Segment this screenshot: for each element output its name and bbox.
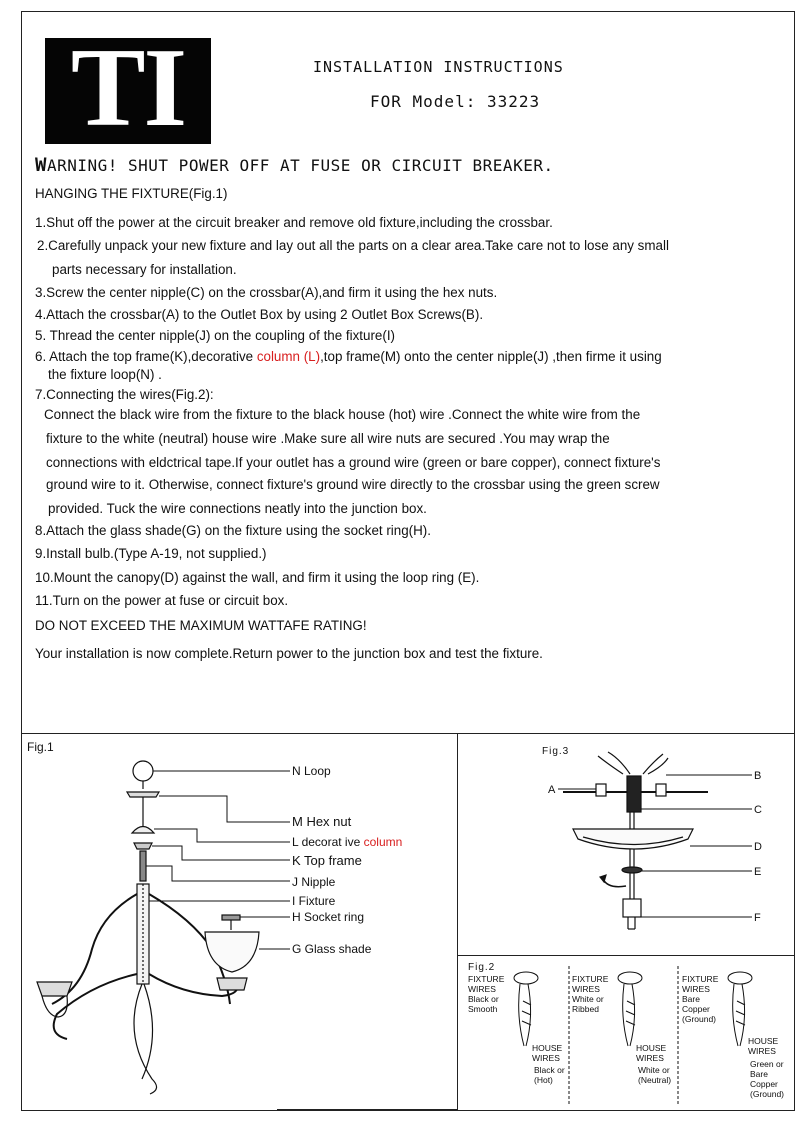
brand-logo: TI xyxy=(45,38,211,144)
warning-heading: WARNING! SHUT POWER OFF AT FUSE OR CIRCUIT BREAKER. xyxy=(35,154,554,176)
label-h-socket-ring: H Socket ring xyxy=(292,910,365,924)
step-7d: ground wire to it. Otherwise, connect fixture's ground wire directly to the crossbar using the green screw xyxy=(46,477,660,492)
decorative-column-part xyxy=(132,827,154,834)
top-frame-part xyxy=(134,843,152,849)
fig2-col3-color2: Copper xyxy=(682,1004,710,1014)
fig3-label-e: E xyxy=(754,866,762,878)
fig1-leader-lines xyxy=(146,771,290,949)
figure-bottom-rule xyxy=(277,1109,457,1110)
step-7a: Connect the black wire from the fixture to the black house (hot) wire .Connect the white wire from the xyxy=(44,407,641,422)
glass-shade-part xyxy=(205,932,259,972)
fig2-col3-house3: Copper xyxy=(750,1079,778,1089)
step-9: 9.Install bulb.(Type A-19, not supplied.) xyxy=(35,546,267,561)
step-7b: fixture to the white (neutral) house wire .Make sure all wire nuts are secured .You may wrap the xyxy=(46,431,610,446)
fig2-col3-wires: WIRES xyxy=(682,984,710,994)
fig2-col1-wires: WIRES xyxy=(468,984,496,994)
label-n-loop: N Loop xyxy=(292,764,331,778)
fig2-col3-house2: Bare xyxy=(750,1069,768,1079)
fig1-title: Fig.1 xyxy=(27,740,54,754)
fig2-col2-house-wires: WIRES xyxy=(636,1053,664,1063)
fig2-col3-house1: Green or xyxy=(750,1059,784,1069)
fig2-col1-fixture: FIXTURE xyxy=(468,974,505,984)
fig3-drawing xyxy=(563,752,708,929)
label-j-nipple: J Nipple xyxy=(292,875,336,889)
fig2-col1-house2: (Hot) xyxy=(534,1075,553,1085)
fig2-col3-house4: (Ground) xyxy=(750,1089,785,1099)
fig2-col2-wires: WIRES xyxy=(572,984,600,994)
hex-nut-part xyxy=(127,792,159,797)
fig2-col1-color1: Black or xyxy=(468,994,499,1004)
fig2-col2-house2: (Neutral) xyxy=(638,1075,672,1085)
label-g-glass-shade: G Glass shade xyxy=(292,942,372,956)
doc-title: INSTALLATION INSTRUCTIONS xyxy=(313,58,564,76)
step-10: 10.Mount the canopy(D) against the wall, and firm it using the loop ring (E). xyxy=(35,570,480,585)
wire-connection-1 xyxy=(514,972,538,1046)
label-i-fixture: I Fixture xyxy=(292,894,336,908)
fig2-col2-color2: Ribbed xyxy=(572,1004,599,1014)
fig3-mounting-diagram xyxy=(458,734,794,954)
fig3-label-b: B xyxy=(754,770,762,782)
step-5: 5. Thread the center nipple(J) on the coupling of the fixture(I) xyxy=(35,328,396,343)
step-8: 8.Attach the glass shade(G) on the fixture using the socket ring(H). xyxy=(35,523,431,538)
step-11: 11.Turn on the power at fuse or circuit box. xyxy=(35,593,289,608)
section-title: HANGING THE FIXTURE(Fig.1) xyxy=(35,186,228,201)
wire-connection-2 xyxy=(618,972,642,1046)
step-6: 6. Attach the top frame(K),decorative column (L),top frame(M) onto the center nipple(J) ,then firme it using xyxy=(35,349,662,364)
step-3: 3.Screw the center nipple(C) on the crossbar(A),and firm it using the hex nuts. xyxy=(35,285,498,300)
fig2-col2-color1: White or xyxy=(572,994,604,1004)
fig2-col3-house-wires: WIRES xyxy=(748,1046,776,1056)
step-4: 4.Attach the crossbar(A) to the Outlet Box by using 2 Outlet Box Screws(B). xyxy=(35,307,484,322)
fig2-title: Fig.2 xyxy=(468,962,496,973)
fig1-chandelier-diagram xyxy=(22,734,456,1108)
fig2-col2-house: HOUSE xyxy=(636,1043,667,1053)
loop-ring-part xyxy=(622,867,642,873)
fig2-col1-color2: Smooth xyxy=(468,1004,498,1014)
step-6-cont: the fixture loop(N) . xyxy=(48,367,162,382)
label-k-top-frame: K Top frame xyxy=(292,853,362,868)
fig2-col3-fixture: FIXTURE xyxy=(682,974,719,984)
column-highlight: column (L) xyxy=(256,349,321,364)
step-7: 7.Connecting the wires(Fig.2): xyxy=(35,387,214,402)
wire-connection-3 xyxy=(728,972,752,1046)
fig2-col1-house1: Black or xyxy=(534,1065,565,1075)
step-7c: connections with eldctrical tape.If your outlet has a ground wire (green or bare copper), connect fixture's xyxy=(46,455,661,470)
fig2-col3-house: HOUSE xyxy=(748,1036,779,1046)
fig3-label-d: D xyxy=(754,841,762,853)
fig3-label-f: F xyxy=(754,912,761,924)
fig2-col3-color1: Bare xyxy=(682,994,700,1004)
step-7e: provided. Tuck the wire connections neatly into the junction box. xyxy=(48,501,427,516)
nipple-part xyxy=(140,851,146,881)
socket-ring-part xyxy=(222,915,240,920)
step-2: 2.Carefully unpack your new fixture and lay out all the parts on a clear area.Take care not to lose any small xyxy=(37,238,669,253)
fig2-wiring-diagram xyxy=(458,956,794,1110)
fig3-label-a: A xyxy=(548,784,556,796)
loop-part xyxy=(133,761,153,781)
completion-note: Your installation is now complete.Return power to the junction box and test the fixture. xyxy=(35,646,543,661)
wattage-caution: DO NOT EXCEED THE MAXIMUM WATTAFE RATING! xyxy=(35,618,367,633)
step-2-cont: parts necessary for installation. xyxy=(52,262,237,277)
fig2-col3-color3: (Ground) xyxy=(682,1014,717,1024)
fig3-title: Fig.3 xyxy=(542,746,570,757)
chandelier-drawing xyxy=(37,761,259,1094)
label-m-hex-nut: M Hex nut xyxy=(292,814,352,829)
fig3-label-c: C xyxy=(754,804,762,816)
fig2-col2-fixture: FIXTURE xyxy=(572,974,609,984)
model-number: FOR Model: 33223 xyxy=(370,92,541,111)
fig2-col2-house1: White or xyxy=(638,1065,670,1075)
label-l-decorative: L decorat ive column xyxy=(292,835,403,849)
step-1: 1.Shut off the power at the circuit breaker and remove old fixture,including the crossbar. xyxy=(35,215,553,230)
fig2-col1-house-wires: WIRES xyxy=(532,1053,560,1063)
center-nipple-part xyxy=(627,776,641,812)
fig2-col1-house: HOUSE xyxy=(532,1043,563,1053)
